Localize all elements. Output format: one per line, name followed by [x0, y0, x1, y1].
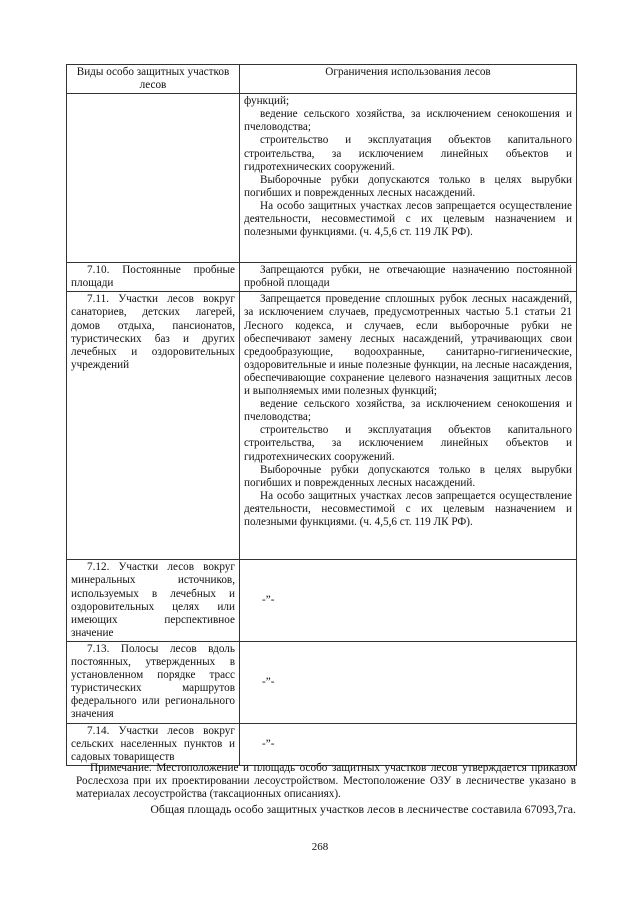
restriction-paragraph: Запрещаются рубки, не отвечающие назначению постоянной пробной площади — [244, 264, 572, 290]
restriction-paragraph: На особо защитных участках лесов запрещается осуществление деятельности, несовместимой с их целевым назначением и полезными функциями. (ч. 4,5,6 ст. 119 ЛК РФ). — [244, 489, 572, 528]
restriction-paragraph: функций; — [244, 95, 290, 108]
restriction-cell — [240, 263, 577, 292]
table-row — [67, 263, 577, 292]
restriction-paragraph: Запрещается проведение сплошных рубок лесных насаждений, за исключением случаев, предусмотренных частью 5.1 статьи 21 Лесного кодекса, и случаев, если выборочные рубки не обеспечивают замену лесных насаждений, утрачивающих свои средообразующие, водоохранные, санитарно-гигиенические, оздоровительные и иные полезные функции, на лесные насаждения, обеспечивающие сохранение целевого назначения защитных лесов и выполняемых ими полезных функций; — [244, 293, 572, 398]
restriction-paragraph: Выборочные рубки допускаются только в целях вырубки погибших и поврежденных лесных насаждений. — [244, 463, 572, 489]
restriction-paragraph: На особо защитных участках лесов запрещается осуществление деятельности, несовместимой с их целевым назначением и полезными функциями. (ч. 4,5,6 ст. 119 ЛК РФ). — [244, 199, 572, 239]
restriction-paragraph: ведение сельского хозяйства, за исключением сенокошения и пчеловодства; — [244, 108, 572, 134]
note-text: Примечание. Местоположение и площадь особо защитных участков лесов утверждается приказом Рослесхоза при их проектировании лесоустройством. Местоположение ОЗУ в лесничестве указано в материалах лесоустройства (таксационных описаниях). — [76, 762, 576, 801]
restriction-paragraph: Выборочные рубки допускаются только в целях вырубки погибших и поврежденных лесных насаждений. — [244, 173, 572, 199]
restriction-cell — [240, 94, 577, 263]
document-page — [66, 64, 576, 766]
note-block — [76, 762, 576, 802]
forest-type-cell — [67, 94, 240, 263]
table-row — [67, 292, 577, 560]
page-number: 268 — [311, 841, 329, 853]
restriction-paragraph: ведение сельского хозяйства, за исключением сенокошения и пчеловодства; — [244, 398, 572, 424]
restriction-paragraph: строительство и эксплуатация объектов капитального строительства, за исключением линейных объектов и гидротехнических сооружений. — [244, 424, 572, 463]
forest-type-cell: 7.14. Участки лесов вокруг сельских населенных пунктов и садовых товариществ — [67, 723, 240, 765]
total-area-text: Общая площадь особо защитных участков лесов в лесничестве составила 67093,7га. — [150, 802, 576, 816]
restriction-cell: -”- — [240, 641, 577, 723]
forest-type-cell: 7.10. Постоянные пробные площади — [67, 263, 240, 292]
restriction-paragraph: строительство и эксплуатация объектов капитального строительства, за исключением линейных объектов и гидротехнических сооружений. — [244, 134, 572, 173]
table-row — [67, 723, 577, 765]
restrictions-table — [66, 64, 577, 766]
restriction-cell: -”- — [240, 560, 577, 642]
restriction-cell — [240, 292, 577, 560]
restriction-cell: -”- — [240, 723, 577, 765]
forest-type-cell: 7.13. Полосы лесов вдоль постоянных, утвержденных в установленном порядке трасс туристических маршрутов федерального или регионального значения — [67, 641, 240, 723]
forest-type-cell: 7.11. Участки лесов вокруг санаториев, детских лагерей, домов отдыха, пансионатов, туристических баз и других лечебных и оздоровительных учреждений — [67, 292, 240, 560]
forest-type-cell: 7.12. Участки лесов вокруг минеральных источников, используемых в лечебных и оздоровительных целях или имеющих перспективное значение — [67, 560, 240, 642]
header-forest-types: Виды особо защитных участков лесов — [67, 65, 240, 94]
table-row — [67, 94, 577, 263]
table-row — [67, 560, 577, 642]
table-header-row — [67, 65, 577, 94]
header-restrictions: Ограничения использования лесов — [240, 65, 577, 94]
table-row — [67, 641, 577, 723]
